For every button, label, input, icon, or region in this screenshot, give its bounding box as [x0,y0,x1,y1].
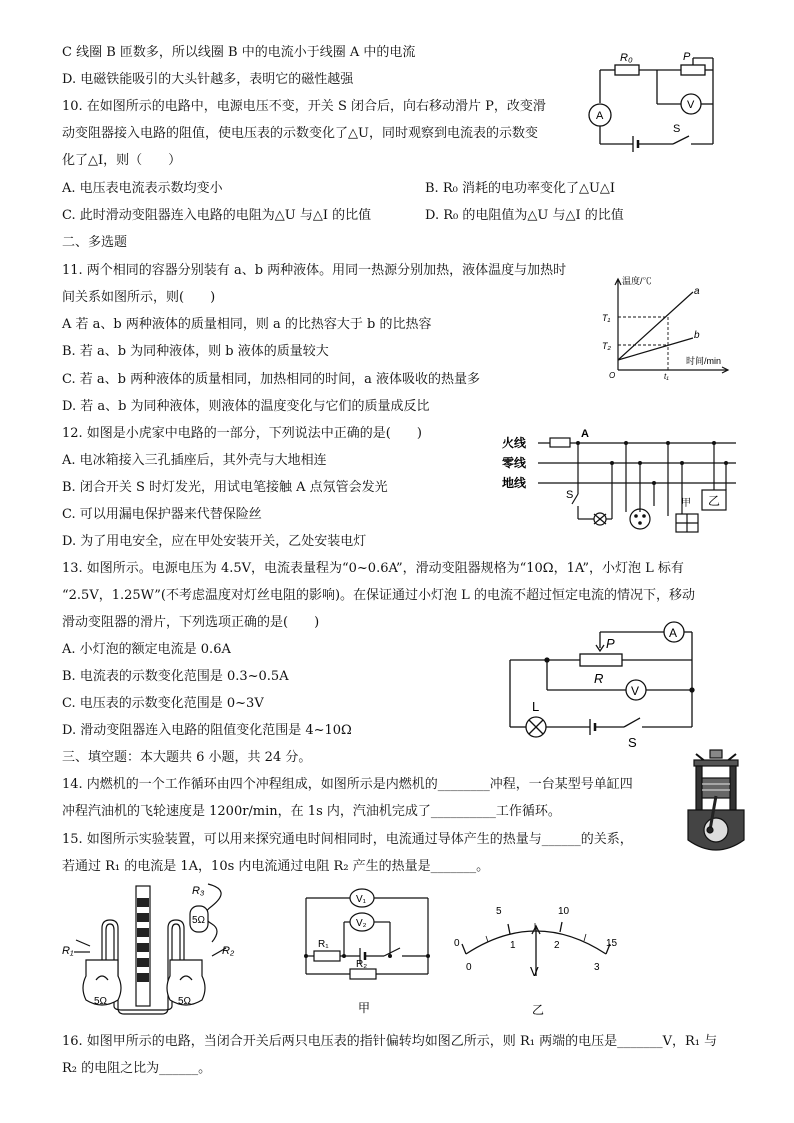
q11-temperature-graph [598,272,738,380]
q15-heat-experiment-apparatus [62,880,242,1025]
q13-fig-p: P [606,636,615,651]
q11-ylabel: 温度/℃ [622,276,652,286]
q11-xlabel: 时间/min [686,356,722,366]
q11-origin: O [609,371,616,380]
q14-engine-cylinder-figure [682,748,750,860]
q13-fig-lamp-l: L [532,699,540,714]
q13-fig-switch: S [628,735,637,750]
q13-option-c: C. 电压表的示数变化范围是 0~3V [62,696,264,711]
q15-r3-label: R₃ [192,885,205,897]
q11-option-d: D. 若 a、b 为同种液体，则液体的温度变化与它们的质量成反比 [62,399,430,414]
q12-neutral-wire-label: 零线 [502,456,527,470]
q10-stem-2: 动变阻器接入电路的阻值，使电压表的示数变化了△U，同时观察到电流表的示数变 [62,126,538,141]
q13-option-b: B. 电流表的示数变化范围是 0.3~0.5A [62,669,289,684]
q16-line-1: 16. 如图甲所示的电路，当闭合开关后两只电压表的指针偏转均如图乙所示，则 R₁ 两端的电压是_______V，R₁ 与 [62,1034,718,1049]
q12-switch-s: S [566,489,574,501]
q16-fig-v1: V₁ [356,894,367,905]
q14-line-1: 14. 内燃机的一个工作循环由四个冲程组成，如图所示是内燃机的________冲程，一台某型号单缸四 [62,777,633,792]
q10-option-b: B. R₀ 消耗的电功率变化了△U△I [425,181,616,196]
q16-voltmeter-dial-yi [448,896,623,1022]
q15-r2-label: R₂ [222,945,235,957]
q12-option-d: D. 为了用电安全，应在甲处安装开关，乙处安装电灯 [62,534,367,549]
q13-option-a: A. 小灯泡的额定电流是 0.6A [62,642,231,657]
q15-r2-value: 5Ω [178,996,192,1007]
q9-option-d: D. 电磁铁能吸引的大头针越多，表明它的磁性越强 [62,72,354,87]
q16-dial-top-5: 5 [496,906,502,917]
q10-stem-1: 10. 在如图所示的电路中，电源电压不变，开关 S 闭合后，向右移动滑片 P，改变滑 [62,99,546,114]
q11-stem-1: 11. 两个相同的容器分别装有 a、b 两种液体。用同一热源分别加热，液体温度与加热时 [62,263,567,278]
q11-option-a: A 若 a、b 两种液体的质量相同，则 a 的比热容大于 b 的比热容 [62,317,432,332]
q13-stem-1: 13. 如图所示。电源电压为 4.5V，电流表量程为“0~0.6A”，滑动变阻器规格为“10Ω，1A”，小灯泡 L 标有 [62,561,684,576]
q15-line-1: 15. 如图所示实验装置，可以用来探究通电时间相同时，电流通过导体产生的热量与______的关系， [62,832,633,847]
q11-t1: T₁ [602,313,611,323]
q15-r1-value: 5Ω [94,996,108,1007]
q15-r3-value: 5Ω [192,915,206,926]
q12-ground-wire-label: 地线 [502,476,527,490]
q16-dial-top-15: 15 [606,938,618,949]
q16-dial-bottom-1: 1 [510,940,516,951]
q11-small-t1: t₁ [664,372,669,380]
q13-stem-2: “2.5V，1.25W”(不考虑温度对灯丝电阻的影响)。在保证通过小灯泡 L 的电流不超过恒定电流的情况下，移动 [62,588,695,603]
q11-stem-2: 间关系如图所示，则( ) [62,290,216,305]
q10-fig-ammeter: A [596,110,604,122]
q10-fig-switch: S [673,123,681,135]
q13-fig-voltmeter: V [631,684,640,698]
q16-fig-jia: 甲 [358,1001,371,1015]
q10-circuit-diagram [585,48,725,158]
q12-point-a: A [581,428,589,440]
q12-stem: 12. 如图是小虎家中电路的一部分，下列说法中正确的是( ) [62,426,422,441]
q13-circuit-diagram [500,615,725,750]
q16-dial-unit-v: V [530,964,539,979]
q10-option-d: D. R₀ 的电阻值为△U 与△I 的比值 [425,208,624,223]
q12-yi: 乙 [708,494,721,508]
q16-fig-r1: R₁ [318,939,329,950]
q15-r1-label: R₁ [62,945,74,957]
q10-stem-3: 化了△I，则（ ） [62,153,182,168]
q16-dial-bottom-0: 0 [466,962,472,973]
q10-fig-r0: R₀ [620,52,633,64]
q16-dial-top-10: 10 [558,906,570,917]
q10-option-a: A. 电压表电流表示数均变小 [62,181,223,196]
q10-fig-voltmeter: V [687,99,695,111]
q16-circuit-jia [298,882,438,1022]
q16-dial-bottom-2: 2 [554,940,560,951]
q13-stem-3: 滑动变阻器的滑片，下列选项正确的是( ) [62,615,320,630]
q10-option-c: C. 此时滑动变阻器连入电路的电阻为△U 与△I 的比值 [62,208,372,223]
q12-household-circuit [500,426,740,538]
q15-line-2: 若通过 R₁ 的电流是 1A，10s 内电流通过电阻 R₂ 产生的热量是_______。 [62,859,490,874]
q16-dial-top-0: 0 [454,938,460,949]
q16-dial-bottom-3: 3 [594,962,600,973]
q12-option-b: B. 闭合开关 S 时灯发光，用试电笔接触 A 点氖管会发光 [62,480,388,495]
q11-option-c: C. 若 a、b 两种液体的质量相同，加热相同的时间，a 液体吸收的热量多 [62,372,480,387]
q10-fig-p: P [683,51,691,63]
q11-t2: T₂ [602,341,611,351]
section-2-title: 二、多选题 [62,235,128,250]
q13-fig-ammeter: A [669,626,678,640]
q13-fig-r: R [594,671,604,686]
section-3-title: 三、填空题：本大题共 6 小题，共 24 分。 [62,750,312,765]
q12-live-wire-label: 火线 [502,436,527,450]
q11-line-b: b [694,330,700,341]
q11-line-a: a [694,286,700,297]
q16-fig-yi: 乙 [532,1003,545,1017]
q16-fig-v2: V₂ [356,918,367,929]
q12-option-a: A. 电冰箱接入三孔插座后，其外壳与大地相连 [62,453,327,468]
q16-line-2: R₂ 的电阻之比为______。 [62,1061,212,1076]
q11-option-b: B. 若 a、b 为同种液体，则 b 液体的质量较大 [62,344,329,359]
q13-option-d: D. 滑动变阻器连入电路的阻值变化范围是 4~10Ω [62,723,352,738]
q16-fig-r2: R₂ [356,959,368,970]
q14-line-2: 冲程汽油机的飞轮速度是 1200r/min，在 1s 内，汽油机完成了__________工作循环。 [62,804,561,819]
q12-option-c: C. 可以用漏电保护器来代替保险丝 [62,507,262,522]
q12-jia: 甲 [681,498,691,509]
q9-option-c: C 线圈 B 匝数多，所以线圈 B 中的电流小于线圈 A 中的电流 [62,45,416,60]
